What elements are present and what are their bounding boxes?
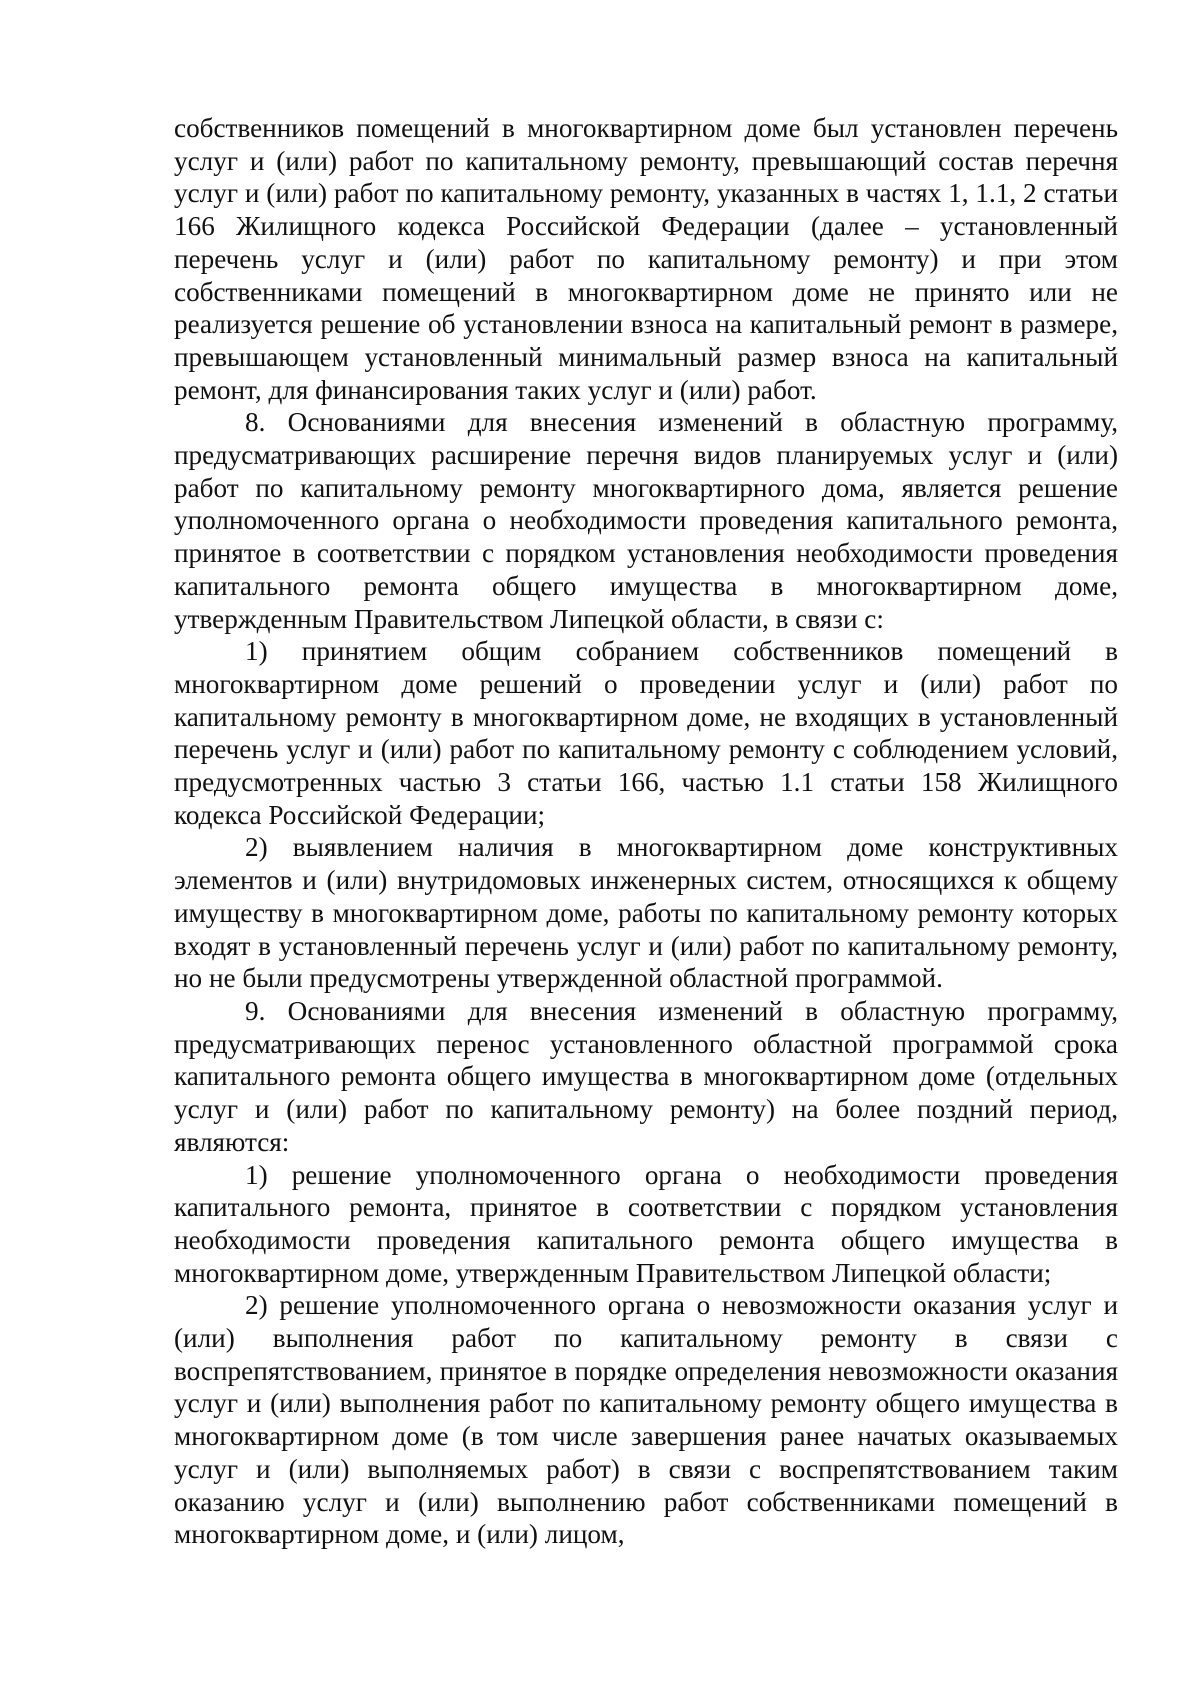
paragraph-item-9: 9. Основаниями для внесения изменений в областную программу, предусматривающих перенос установленного областной программой срока капитального ремонта общего имущества в многоквартирном доме (отдельных услуг и (или) работ по капитальному ремонту) на более поздний период, являются:	[174, 995, 1118, 1157]
paragraph-item-9-1: 1) решение уполномоченного органа о необходимости проведения капитального ремонта, принятое в соответствии с порядком установления необходимости проведения капитального ремонта общего имущества в многоквартирном доме, утвержденным Правительством Липецкой области;	[174, 1159, 1118, 1288]
paragraph-continuation: собственников помещений в многоквартирном доме был установлен перечень услуг и (или) работ по капитальному ремонту, превышающий состав перечня услуг и (или) работ по капитальному ремонту, указанных в частях 1, 1.1, 2 статьи 166 Жилищного кодекса Российской Федерации (далее – установленный перечень услуг и (или) работ по капитальному ремонту) и при этом собственниками помещений в многоквартирном доме не принято или не реализуется решение об установлении взноса на капитальный ремонт в размере, превышающем установленный минимальный размер взноса на капитальный ремонт, для финансирования таких услуг и (или) работ.	[174, 113, 1118, 405]
paragraph-item-8-1: 1) принятием общим собранием собственников помещений в многоквартирном доме решений о проведении услуг и (или) работ по капитальному ремонту в многоквартирном доме, не входящих в установленный перечень услуг и (или) работ по капитальному ремонту с соблюдением условий, предусмотренных частью 3 статьи 166, частью 1.1 статьи 158 Жилищного кодекса Российской Федерации;	[174, 636, 1118, 830]
paragraph-item-8-2: 2) выявлением наличия в многоквартирном доме конструктивных элементов и (или) внутридомовых инженерных систем, относящихся к общему имуществу в многоквартирном доме, работы по капитальному ремонту которых входят в установленный перечень услуг и (или) работ по капитальному ремонту, но не были предусмотрены утвержденной областной программой.	[174, 832, 1118, 994]
paragraph-item-8: 8. Основаниями для внесения изменений в областную программу, предусматривающих расширение перечня видов планируемых услуг и (или) работ по капитальному ремонту многоквартирного дома, является решение уполномоченного органа о необходимости проведения капитального ремонта, принятое в соответствии с порядком установления необходимости проведения капитального ремонта общего имущества в многоквартирном доме, утвержденным Правительством Липецкой области, в связи с:	[174, 407, 1118, 634]
document-body	[174, 112, 1118, 1551]
paragraph-item-9-2: 2) решение уполномоченного органа о невозможности оказания услуг и (или) выполнения работ по капитальному ремонту в связи с воспрепятствованием, принятое в порядке определения невозможности оказания услуг и (или) выполнения работ по капитальному ремонту общего имущества в многоквартирном доме (в том числе завершения ранее начатых оказываемых услуг и (или) выполняемых работ) в связи с воспрепятствованием таким оказанию услуг и (или) выполнению работ собственниками помещений в многоквартирном доме, и (или) лицом,	[174, 1290, 1118, 1550]
